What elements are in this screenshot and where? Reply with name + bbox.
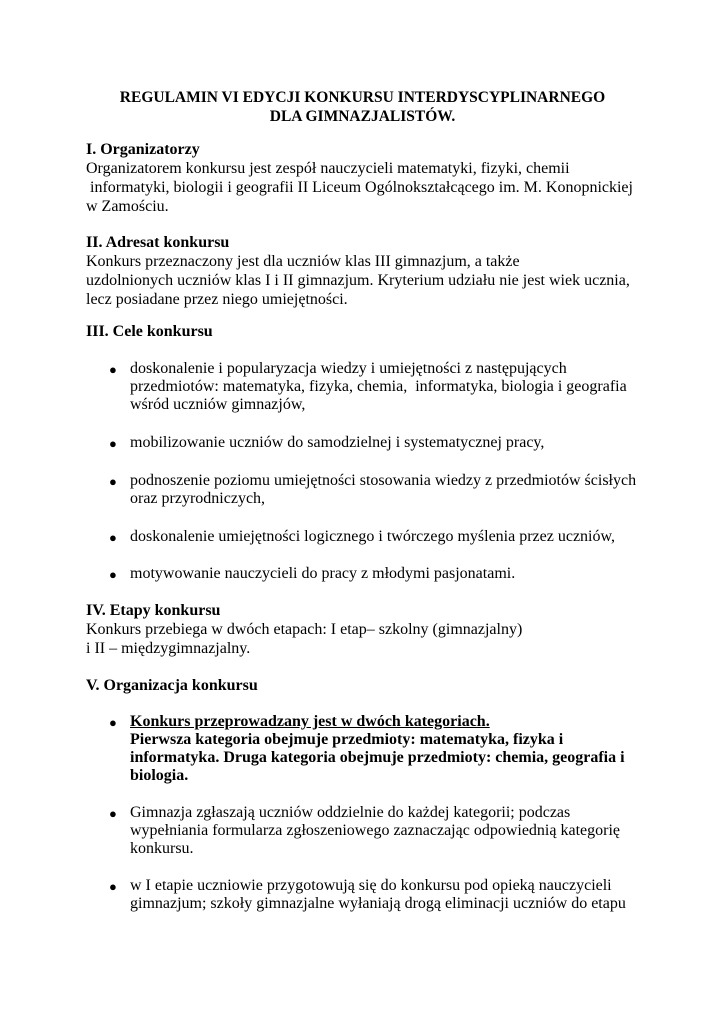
list-item-line: wypełniania formularza zgłoszeniowego zaznaczając odpowiednią kategorię: [130, 822, 620, 839]
list-item-line: biologia.: [130, 767, 189, 784]
list-item-line: konkursu.: [130, 840, 194, 857]
list-item-line: w I etapie uczniowie przygotowują się do konkursu pod opieką nauczycieli: [130, 877, 612, 894]
list-item-line: doskonalenie i popularyzacja wiedzy i umiejętności z następujących: [130, 360, 567, 377]
list-item-line: wśród uczniów gimnazjów,: [130, 396, 306, 413]
list-item-line: Pierwsza kategoria obejmuje przedmioty: matematyka, fizyka i: [130, 731, 564, 748]
paragraph-line: uzdolnionych uczniów klas I i II gimnazjum. Kryterium udziału nie jest wiek ucznia,: [86, 272, 630, 289]
bullet-icon: ●: [109, 879, 117, 894]
paragraph-line: w Zamościu.: [86, 198, 169, 215]
list-item-line: mobilizowanie uczniów do samodzielnej i systematycznej pracy,: [130, 434, 545, 451]
section-paragraph: [86, 620, 646, 658]
bullet-icon: ●: [109, 530, 117, 545]
paragraph-line: lecz posiadane przez niego umiejętności.: [86, 291, 348, 308]
list-item-line: doskonalenie umiejętności logicznego i twórczego myślenia przez uczniów,: [130, 528, 616, 545]
list-item-line: motywowanie nauczycieli do pracy z młodymi pasjonatami.: [130, 565, 516, 582]
bullet-icon: ●: [109, 362, 117, 377]
section-organizers: [86, 141, 646, 216]
list-item-line: oraz przyrodniczych,: [130, 490, 266, 507]
list-item-line: przedmiotów: matematyka, fizyka, chemia, informatyka, biologia i geografia: [130, 378, 627, 395]
list-item-line: Gimnazja zgłaszają uczniów oddzielnie do każdej kategorii; podczas: [130, 804, 571, 821]
bullet-icon: ●: [109, 567, 117, 582]
section-heading: IV. Etapy konkursu: [86, 602, 221, 619]
paragraph-line: Konkurs przeznaczony jest dla uczniów klas III gimnazjum, a także: [86, 253, 520, 270]
list-item-line: Konkurs przeprowadzany jest w dwóch kategoriach.: [130, 713, 490, 730]
section-audience: [86, 234, 646, 309]
title-line: DLA GIMNAZJALISTÓW.: [269, 108, 456, 125]
paragraph-line: informatyki, biologii i geografii II Liceum Ogólnokształcącego im. M. Konopnickiej: [86, 179, 633, 196]
section-heading: V. Organizacja konkursu: [86, 677, 258, 694]
paragraph-line: Konkurs przebiega w dwóch etapach: I etap– szkolny (gimnazjalny): [86, 621, 523, 638]
bullet-icon: ●: [109, 715, 117, 730]
section-heading: II. Adresat konkursu: [86, 234, 230, 251]
section-heading: III. Cele konkursu: [86, 323, 213, 340]
bullet-icon: ●: [109, 436, 117, 451]
section-stages: [86, 602, 646, 658]
paragraph-line: Organizatorem konkursu jest zespół nauczycieli matematyki, fizyki, chemii: [86, 160, 570, 177]
list-item-line: informatyka. Druga kategoria obejmuje przedmioty: chemia, geografia i: [130, 749, 625, 766]
title-line: REGULAMIN VI EDYCJI KONKURSU INTERDYSCYPLINARNEGO: [119, 89, 606, 106]
list-item-line: gimnazjum; szkoły gimnazjalne wyłaniają drogą eliminacji uczniów do etapu: [130, 895, 626, 912]
bullet-icon: ●: [109, 806, 117, 821]
paragraph-line: i II – międzygimnazjalny.: [86, 640, 251, 657]
bullet-icon: ●: [109, 474, 117, 489]
section-heading: I. Organizatorzy: [86, 141, 200, 158]
section-goals: [86, 323, 646, 341]
section-paragraph: [86, 159, 646, 216]
section-paragraph: [86, 252, 646, 309]
document-title: [0, 88, 725, 126]
list-item-line: podnoszenie poziomu umiejętności stosowania wiedzy z przedmiotów ścisłych: [130, 472, 637, 489]
section-organization: [86, 677, 646, 695]
